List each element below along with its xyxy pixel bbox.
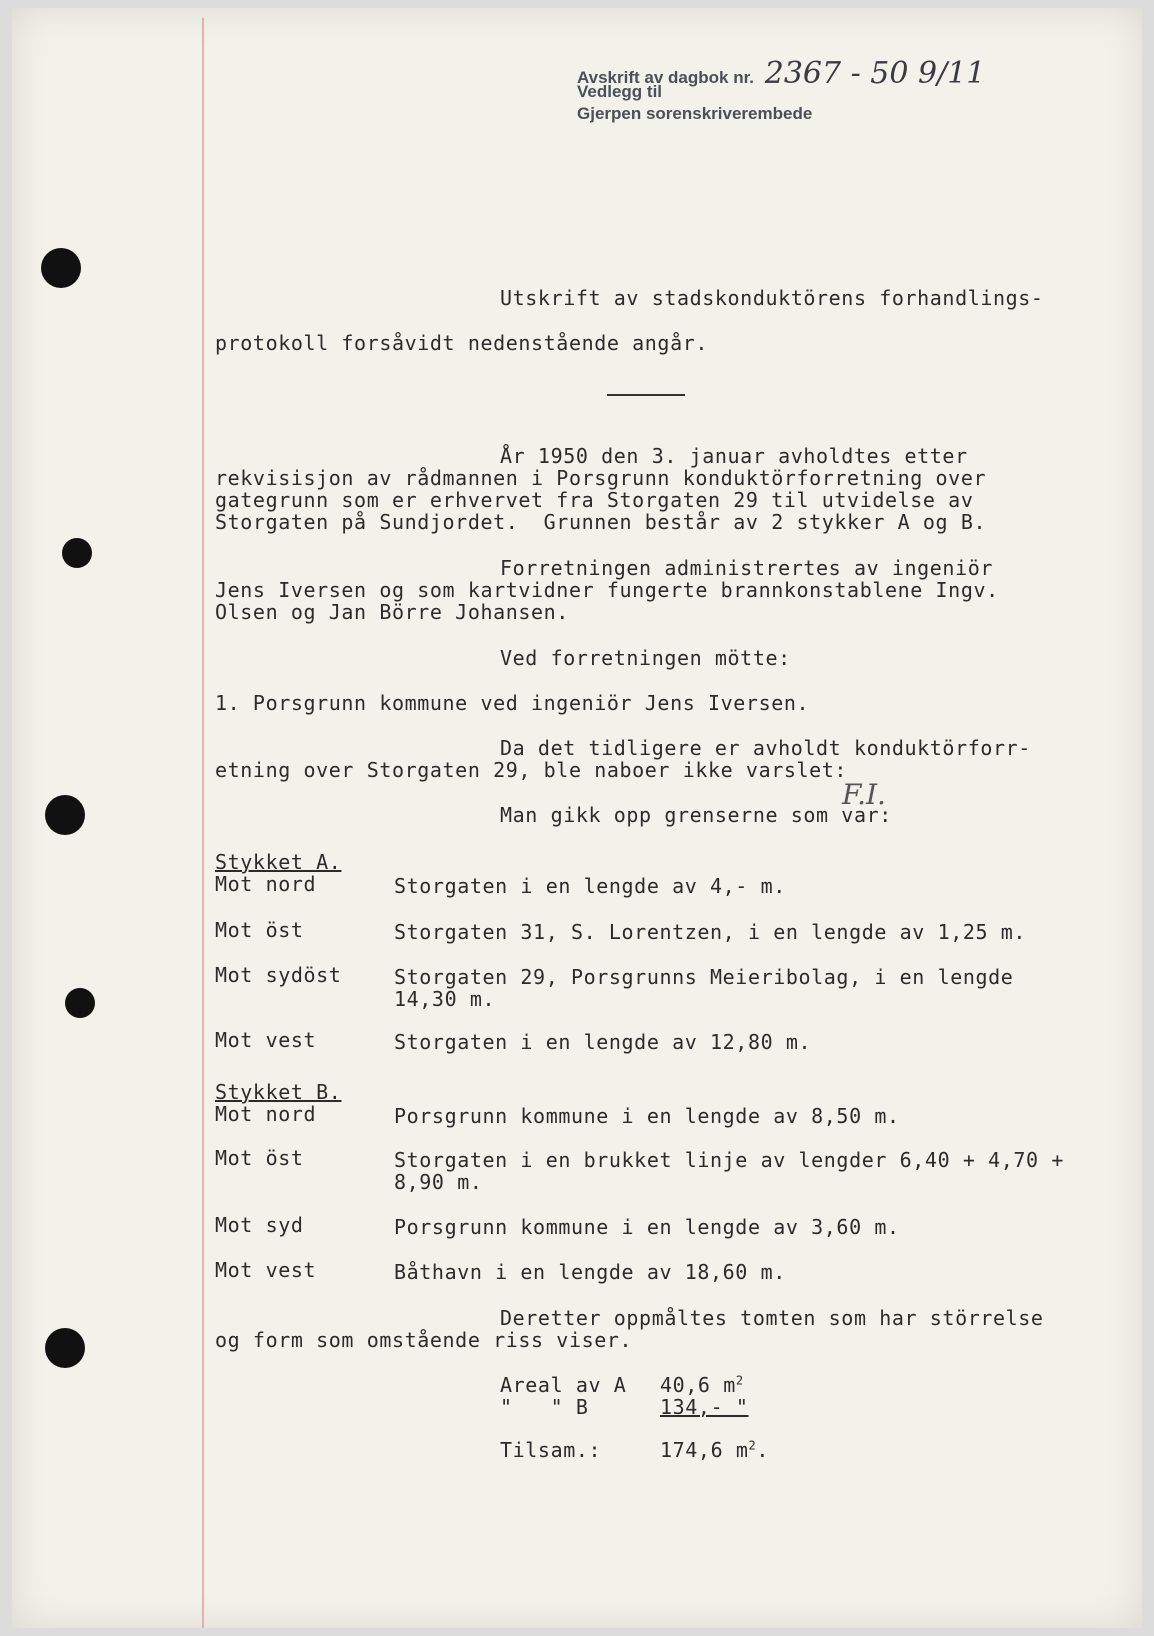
stykke-b-text: Storgaten i en brukket linje av lengder 6,40 + 4,70 + [394, 1148, 1064, 1172]
registry-stamp [577, 56, 986, 125]
areal-row2-value: 134,- " [660, 1395, 749, 1419]
punch-hole [45, 795, 85, 835]
para5-line1: Da det tidligere er avholdt konduktörforr- [500, 736, 1031, 760]
stykke-a-dir: Mot nord [215, 872, 317, 896]
stykke-a-text: Storgaten i en lengde av 4,- m. [394, 874, 786, 898]
stykke-a-title: Stykket A. [215, 850, 342, 874]
heading-line2: protokoll forsåvidt nedenstående angår. [215, 331, 708, 355]
stykke-b-dir: Mot syd [215, 1213, 304, 1237]
stykke-a-dir: Mot vest [215, 1028, 317, 1052]
punch-hole [62, 538, 92, 568]
heading-line1: Utskrift av stadskonduktörens forhandlings- [500, 286, 1044, 310]
areal-total-value: 174,6 $m^2$. [660, 1438, 769, 1462]
stykke-b-text: Båthavn i en lengde av 18,60 m. [394, 1260, 786, 1284]
stamp-office: Gjerpen sorenskriverembede [577, 104, 813, 123]
areal-row2-label: " " B [500, 1395, 589, 1419]
areal-total-label: Tilsam.: [500, 1438, 602, 1462]
para7-line1: Deretter oppmåltes tomten som har störrelse [500, 1306, 1044, 1330]
separator-rule [607, 394, 685, 396]
para5-line2: etning over Storgaten 29, ble naboer ikke varslet: [215, 758, 848, 782]
stykke-a-text: Storgaten 31, S. Lorentzen, i en lengde av 1,25 m. [394, 920, 1027, 944]
para2-line3: Olsen og Jan Börre Johansen. [215, 600, 569, 624]
stykke-b-text: 8,90 m. [394, 1170, 483, 1194]
para1-line3: gategrunn som er erhvervet fra Storgaten 29 til utvidelse av [215, 488, 974, 512]
stykke-a-text: 14,30 m. [394, 987, 496, 1011]
para2-line1: Forretningen administrertes av ingeniör [500, 556, 993, 580]
stamp-dagbok: dagbok nr. [668, 68, 755, 87]
handwritten-initials: F.I. [842, 778, 886, 811]
para6: Man gikk opp grenserne som var: [500, 803, 892, 827]
punch-hole [41, 248, 81, 288]
stykke-b-text: Porsgrunn kommune i en lengde av 8,50 m. [394, 1104, 900, 1128]
stykke-b-dir: Mot vest [215, 1258, 317, 1282]
margin-line [202, 18, 204, 1628]
stykke-a-text: Storgaten 29, Porsgrunns Meieribolag, i en lengde [394, 965, 1014, 989]
stykke-b-text: Porsgrunn kommune i en lengde av 3,60 m. [394, 1215, 900, 1239]
para1-line2: rekvisisjon av rådmannen i Porsgrunn konduktörforretning over [215, 466, 987, 490]
stamp-avskrift: Avskrift av [577, 68, 664, 87]
para2-line2: Jens Iversen og som kartvidner fungerte brannkonstablene Ingv. [215, 578, 999, 602]
stykke-a-dir: Mot sydöst [215, 963, 342, 987]
stykke-a-text: Storgaten i en lengde av 12,80 m. [394, 1030, 812, 1054]
areal-row1-value: 40,6 $m^2$ [660, 1373, 744, 1397]
para1-line1: År 1950 den 3. januar avholdtes etter [500, 444, 968, 468]
stamp-handwritten-number: 2367 - 50 9/11 [764, 56, 986, 91]
para4: 1. Porsgrunn kommune ved ingeniör Jens Iversen. [215, 691, 810, 715]
punch-hole [65, 988, 95, 1018]
para7-line2: og form som omstående riss viser. [215, 1328, 633, 1352]
stykke-b-dir: Mot nord [215, 1102, 317, 1126]
stykke-b-title: Stykket B. [215, 1080, 342, 1104]
areal-row1-label: Areal av A [500, 1373, 627, 1397]
punch-hole [45, 1328, 85, 1368]
para1-line4: Storgaten på Sundjordet. Grunnen består av 2 stykker A og B. [215, 510, 987, 534]
stykke-a-dir: Mot öst [215, 918, 304, 942]
para3: Ved forretningen mötte: [500, 646, 791, 670]
stamp-vedlegg: Vedlegg til [577, 82, 663, 101]
document-page [12, 8, 1142, 1628]
stykke-b-dir: Mot öst [215, 1146, 304, 1170]
